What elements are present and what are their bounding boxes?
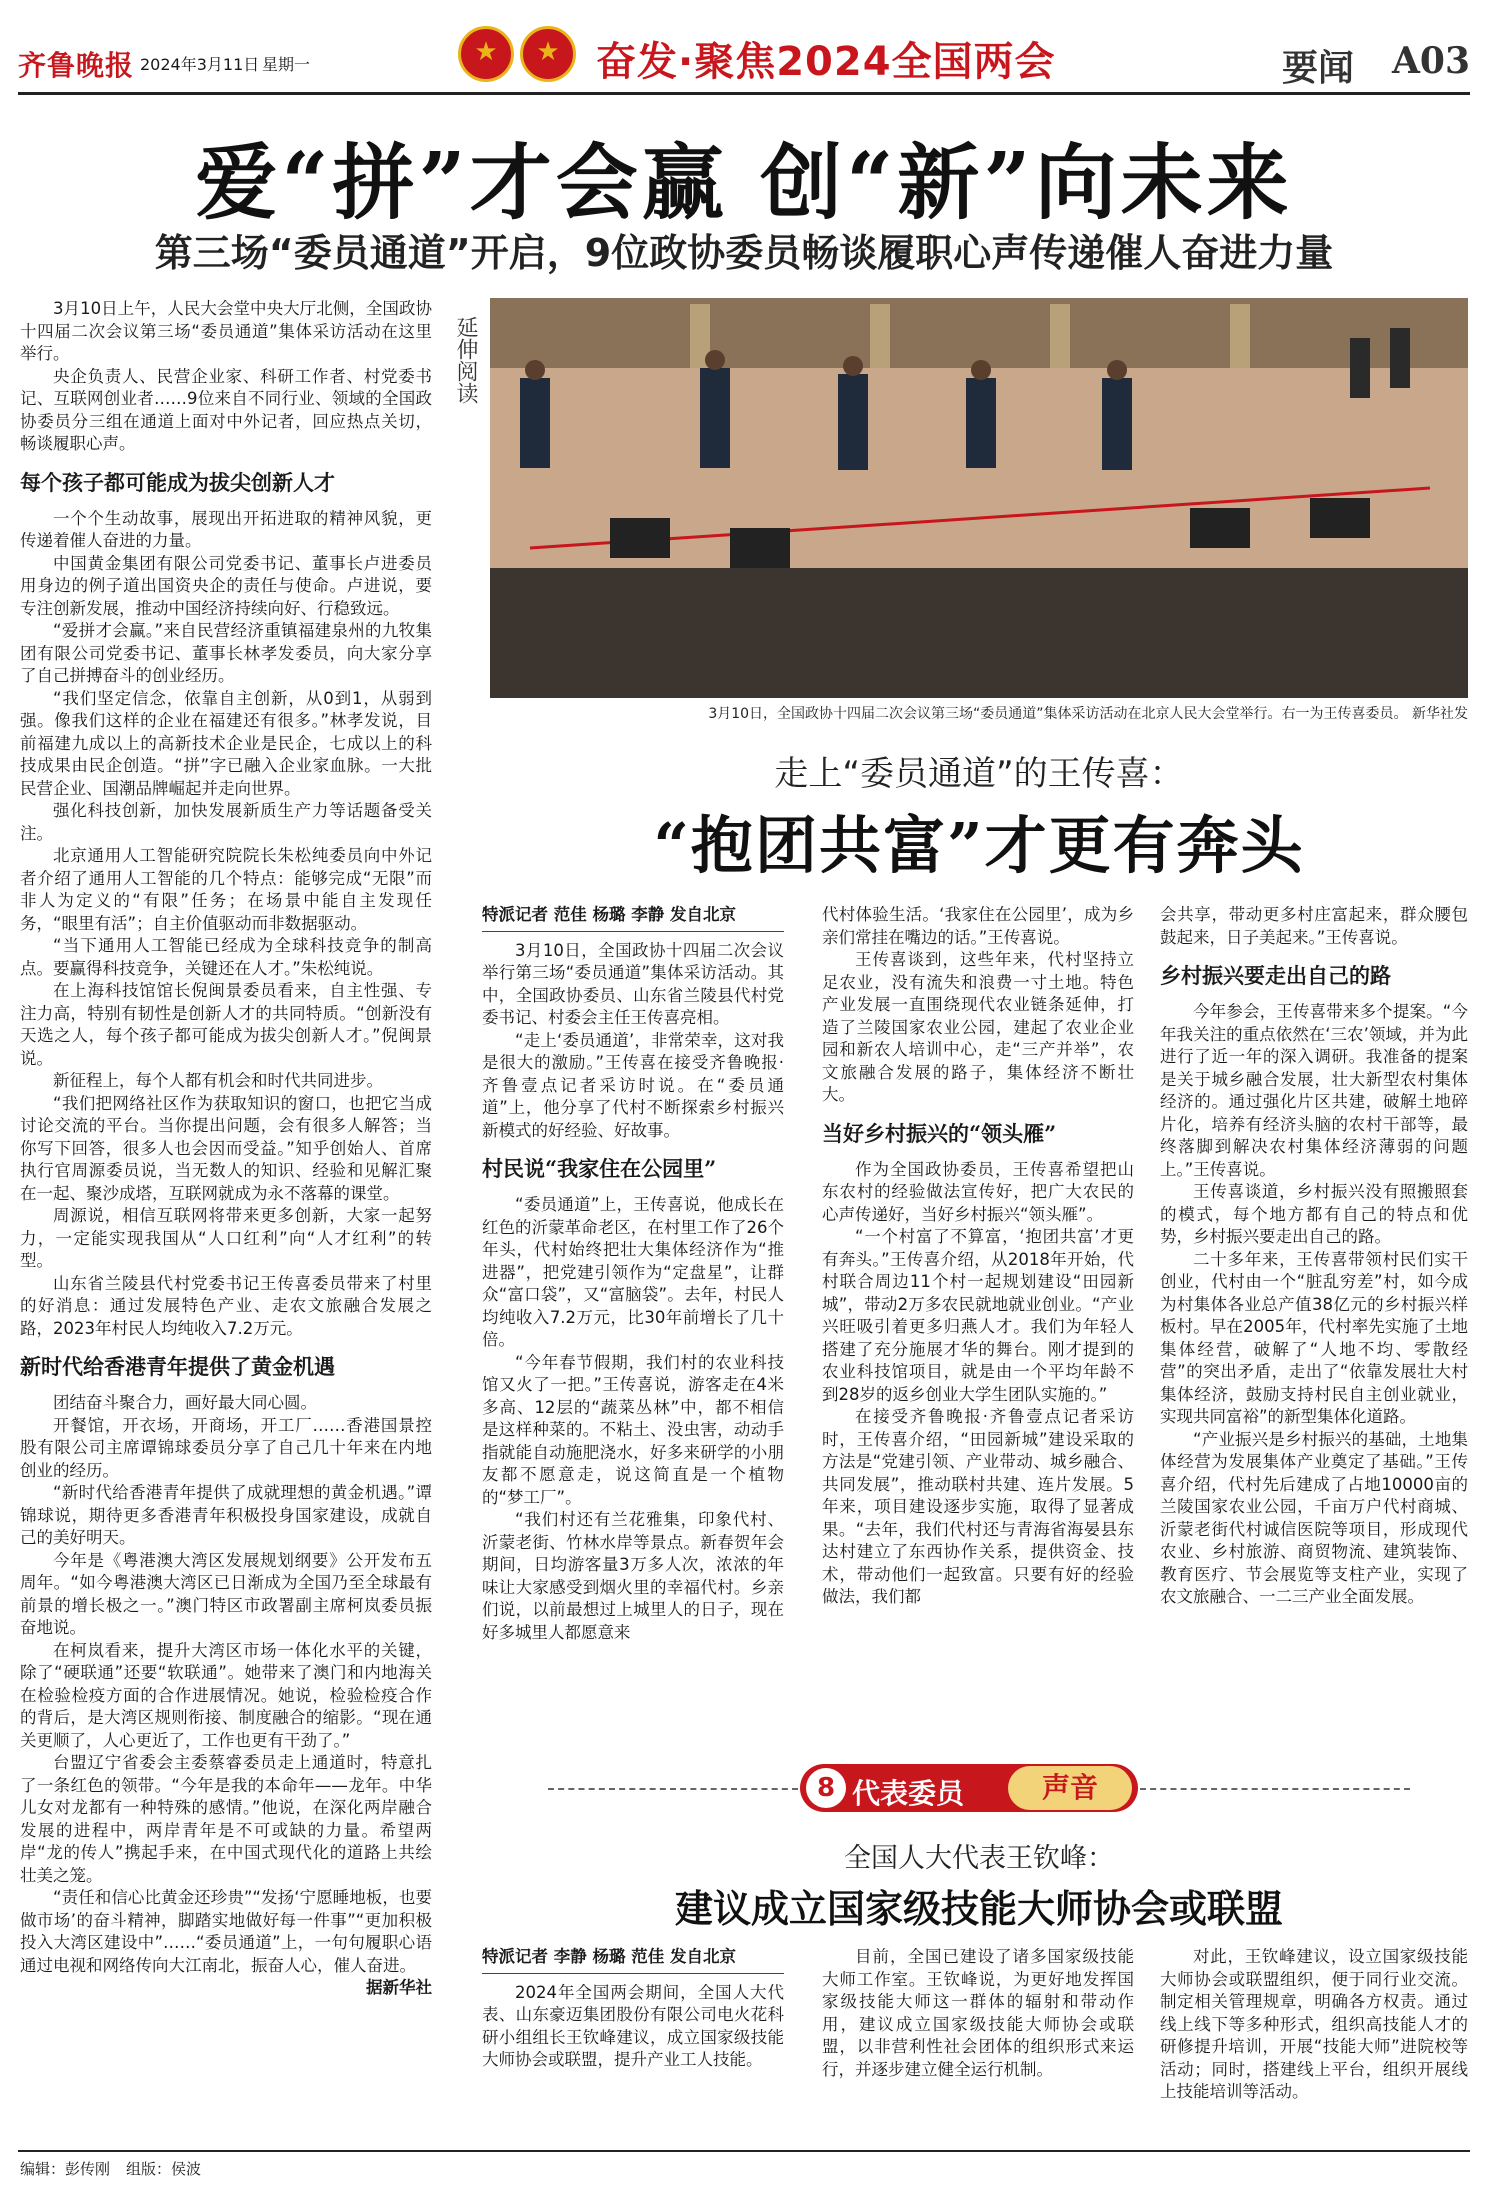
paragraph: “我们村还有兰花雅集，印象代村、沂蒙老街、竹林水岸等景点。新春贺年会期间，日均游客量3万多人次，浓浓的年味让大家感受到烟火里的幸福代村。乡亲们说，以前最想过上城里人的日子，现在好多城里人都愿意来 [482, 1510, 784, 1642]
paragraph: “我们把网络社区作为获取知识的窗口，也把它当成讨论交流的平台。当你提出问题，会有很多人解答；当你写下回答，很多人也会因而受益。”知乎创始人、首席执行官周源委员说，当无数人的知识、经验和见解汇聚在一起、聚沙成塔，互联网就成为永不落幕的课堂。 [20, 1093, 432, 1203]
paragraph: 作为全国政协委员，王传喜希望把山东农村的经验做法宣传好，把广大农民的心声传递好，当好乡村振兴“领头雁”。 [822, 1159, 1134, 1224]
second-story-column-3 [1160, 904, 1468, 1754]
paragraph: “今年春节假期，我们村的农业科技馆又火了一把。”王传喜说，游客走在4米多高、12层的“蔬菜丛林”中，都不相信是这样种菜的。不粘土、没虫害，动动手指就能自动施肥浇水，好多来研学的小朋友都不愿意走，说这简直是一个植物的“梦工厂”。 [482, 1352, 784, 1507]
paragraph: 强化科技创新，加快发展新质生产力等话题备受关注。 [20, 801, 432, 843]
paragraph: 周源说，相信互联网将带来更多创新，大家一起努力，一定能实现我国从“人口红利”向“人才红利”的转型。 [20, 1206, 432, 1270]
paragraph: 开餐馆，开衣场，开商场，开工厂……香港国景控股有限公司主席谭锦球委员分享了自己几十年来在内地创业的经历。 [20, 1415, 432, 1480]
byline: 特派记者 范佳 杨璐 李静 发自北京 [482, 904, 784, 932]
paragraph: 新征程上，每个人都有机会和时代共同进步。 [53, 1071, 383, 1090]
paragraph: 中国黄金集团有限公司党委书记、董事长卢进委员用身边的例子道出国资央企的责任与使命。卢进说，要专注创新发展，推动中国经济持续向好、行稳致远。 [20, 553, 432, 618]
section-title: 新时代给香港青年提供了黄金机遇 [20, 1354, 335, 1379]
paragraph: 团结奋斗聚合力，画好最大同心圆。 [53, 1393, 317, 1412]
layout-editor-credit: 组版：侯波 [126, 2160, 202, 2178]
article-source: 据新华社 [366, 1978, 432, 1997]
paragraph: “走上‘委员通道’，非常荣幸，这对我是很大的激励。”王传喜在接受齐鲁晚报·齐鲁壹点记者采访时说。在“委员通道”上，他分享了代村不断探索乡村振兴新模式的好经验、好故事。 [482, 1030, 784, 1140]
footer-divider [18, 2150, 1470, 2152]
section-banner: 奋发·聚焦2024全国两会 [596, 39, 1056, 85]
second-story-column-1 [482, 904, 784, 1754]
photo-illustration [490, 298, 1468, 698]
people-icon: 8 [806, 1768, 846, 1808]
page-number: A03 [1392, 40, 1471, 82]
section-title: 每个孩子都可能成为拔尖创新人才 [20, 469, 335, 495]
paragraph: 在接受齐鲁晚报·齐鲁壹点记者采访时，王传喜介绍，“田园新城”建设采取的方法是“党建引领、产业带动、城乡融合、共同发展”，推动联村共建、连片发展。5年来，项目建设逐步实施，取得了显著成果。“去年，我们代村还与青海省海晏县东达村建立了东西协作关系，提供资金、技术，带动他们一起致富。只要有好的经验做法，我们都 [822, 1407, 1134, 1606]
issue-date: 2024年3月11日 [140, 55, 260, 74]
paragraph: 央企负责人、民营企业家、科研工作者、村党委书记、互联网创业者……9位来自不同行业、领域的全国政协委员分三组在通道上面对中外记者，回应热点关切，畅谈履职心声。 [20, 366, 432, 453]
second-story-kicker: 走上“委员通道”的王传喜： [774, 754, 1184, 794]
third-story-column-2 [822, 1946, 1134, 2146]
paragraph: “责任和信心比黄金还珍贵”“发扬‘宁愿睡地板，也要做市场’的奋斗精神，脚踏实地做好每一件事”“更加积极投入大湾区建设中”……“委员通道”上，一句句履职心语通过电视和网络传向大江南北，振奋人心，催人奋进。 [20, 1888, 432, 1975]
paragraph: 在柯岚看来，提升大湾区市场一体化水平的关键，除了“硬联通”还要“软联通”。她带来了澳门和内地海关在检验检疫方面的合作进展情况。她说，检验检疫合作的背后，是大湾区规则衔接、制度融合的缩影。“现在通关更顺了，人心更近了，工作也更有干劲了。” [20, 1640, 432, 1750]
paragraph: 今年是《粤港澳大湾区发展规划纲要》公开发布五周年。“如今粤港澳大湾区已日渐成为全国乃至全球最有前景的增长极之一。”澳门特区市政署副主席柯岚委员振奋地说。 [20, 1550, 432, 1637]
paragraph: 在上海科技馆馆长倪闽景委员看来，自主性强、专注力高，特别有韧性是创新人才的共同特质。“创新没有天选之人，每个孩子都可能成为拔尖创新人才。”倪闽景说。 [20, 981, 432, 1068]
paragraph: 一个个生动故事，展现出开拓进取的精神风貌，更传递着催人奋进的力量。 [20, 508, 432, 550]
paragraph: 会共享，带动更多村庄富起来，群众腰包鼓起来，日子美起来。”王传喜说。 [1160, 905, 1468, 947]
paragraph: 台盟辽宁省委会主委蔡睿委员走上通道时，特意扎了一条红色的领带。“今年是我的本命年——龙年。中华儿女对龙都有一种特殊的感情。”他说，在深化两岸融合发展的进程中，两岸青年是不可或缺的力量。希望两岸“龙的传人”携起手来，在中国式现代化的道路上共绘壮美之笼。 [20, 1753, 432, 1885]
paper-name: 齐鲁晚报 [18, 49, 135, 82]
paragraph: 北京通用人工智能研究院院长朱松纯委员向中外记者介绍了通用人工智能的几个特点：能够完成“无限”而非人为定义的“有限”任务；在场景中能自主发现任务，“眼里有活”；自主价值驱动而非数据驱动。 [20, 846, 432, 933]
main-headline: 爱“拼”才会赢 创“新”向未来 [195, 135, 1293, 231]
third-story-headline: 建议成立国家级技能大师协会或联盟 [674, 1886, 1283, 1931]
paragraph: 二十多年来，王传喜带领村民们实干创业，代村由一个“脏乱穷差”村，如今成为村集体各业总产值38亿元的乡村振兴样板村。早在2005年，代村率先实施了土地集体经营，破解了“人地不均、零散经营”的突出矛盾，走出了“依靠发展壮大村集体经济，鼓励支持村民自主创业就业，实现共同富裕”的新型集体化道路。 [1160, 1249, 1468, 1426]
paragraph: 2024年全国两会期间，全国人大代表、山东豪迈集团股份有限公司电火花科研小组组长王钦峰建议，成立国家级技能大师协会或联盟，提升产业工人技能。 [482, 1982, 784, 2069]
paragraph: 3月10日上午，人民大会堂中央大厅北侧，全国政协十四届二次会议第三场“委员通道”集体采访活动在这里举行。 [20, 299, 432, 363]
photo-caption: 3月10日，全国政协十四届二次会议第三场“委员通道”集体采访活动在北京人民大会堂举行。右一为王传喜委员。 新华社发 [708, 706, 1468, 722]
section-title: 当好乡村振兴的“领头雁” [822, 1120, 1057, 1146]
paragraph: 王传喜谈到，这些年来，代村坚持立足农业，没有流失和浪费一寸土地。特色产业发展一直围绕现代农业链条延伸，打造了兰陵国家农业公园，建起了农业企业园和新农人培训中心，走“三产并举”，农文旅融合发展的路子，集体经济不断壮大。 [822, 950, 1134, 1104]
editor-credit: 编辑：彭传刚 [20, 2160, 111, 2178]
third-story-column-3 [1160, 1946, 1468, 2146]
paragraph: 对此，王钦峰建议，设立国家级技能大师协会或联盟组织，便于同行业交流。制定相关管理规章，明确各方权责。通过线上线下等多种形式，组织高技能人才的研修提升培训，开展“技能大师”进院校等活动；同时，搭建线上平台，组织开展线上技能培训等活动。 [1160, 1947, 1468, 2101]
extended-reading-tag: 延伸阅读 [453, 316, 478, 404]
voice-divider-right [1140, 1788, 1410, 1790]
paragraph: “产业振兴是乡村振兴的基础，土地集体经营为发展集体产业奠定了基础。”王传喜介绍，代村先后建成了占地10000亩的兰陵国家农业公园，千亩万户代村商城、沂蒙老街代村诚信医院等项目，形成现代农业、乡村旅游、商贸物流、建筑装饰、教育医疗、节会展览等支柱产业，实现了农文旅融合、一二三产业全面发展。 [1160, 1429, 1468, 1606]
section-title: 村民说“我家住在公园里” [482, 1156, 717, 1181]
voice-banner-label: 代表委员 [852, 1777, 965, 1810]
paragraph: 目前，全国已建设了诸多国家级技能大师工作室。王钦峰说，为更好地发挥国家级技能大师这一群体的辐射和带动作用，建议成立国家级技能大师协会或联盟，以非营利性社会团体的组织形式来运行，并逐步建立健全运行机制。 [822, 1947, 1134, 2079]
third-story-kicker: 全国人大代表王钦峰： [844, 1843, 1114, 1874]
paragraph: “一个村富了不算富，‘抱团共富’才更有奔头。”王传喜介绍，从2018年开始，代村联合周边11个村一起规划建设“田园新城”，带动2万多农民就地就业创业。“产业兴旺吸引着更多归燕人才。我们为年轻人搭建了充分施展才华的舞台。刚才提到的农业科技馆项目，就是由一个平均年龄不到28岁的返乡创业大学生团队实施的。” [822, 1227, 1134, 1404]
paragraph: 代村体验生活。‘我家住在公园里’，成为乡亲们常挂在嘴边的话。”王传喜说。 [822, 905, 1134, 947]
voice-banner-label-secondary: 声音 [1008, 1766, 1132, 1810]
byline: 特派记者 李静 杨璐 范佳 发自北京 [482, 1946, 784, 1974]
emblem-star-icon: ★ [474, 37, 498, 67]
paragraph: 王传喜谈道，乡村振兴没有照搬照套的模式，每个地方都有自己的特点和优势，乡村振兴要走出自己的路。 [1160, 1182, 1468, 1246]
paragraph: “当下通用人工智能已经成为全球科技竞争的制高点。要赢得科技竞争，关键还在人才。”朱松纯说。 [20, 936, 432, 978]
second-story-headline: “抱团共富”才更有奔头 [653, 809, 1305, 882]
section-title: 乡村振兴要走出自己的路 [1160, 963, 1391, 988]
masthead-divider [18, 92, 1470, 95]
news-photo [490, 298, 1468, 698]
paragraph: 山东省兰陵县代村党委书记王传喜委员带来了村里的好消息：通过发展特色产业、走农文旅融合发展之路，2023年村民人均纯收入7.2万元。 [20, 1273, 432, 1338]
emblem-star-icon: ★ [536, 37, 560, 67]
paragraph: “爱拼才会赢。”来自民营经济重镇福建泉州的九牧集团有限公司党委书记、董事长林孝发委员，向大家分享了自己拼搏奋斗的创业经历。 [20, 621, 432, 685]
paragraph: “新时代给香港青年提供了成就理想的黄金机遇。”谭锦球说，期待更多香港青年积极投身国家建设，成就自己的美好明天。 [20, 1483, 432, 1547]
cppcc-emblem-icon [520, 26, 576, 82]
paragraph: 今年参会，王传喜带来多个提案。“今年我关注的重点依然在‘三农’领域，并为此进行了近一年的深入调研。我准备的提案是关于城乡融合发展，壮大新型农村集体经济的。通过强化片区共建，破解土地碎片化，培养有经济头脑的农村干部等，最终落脚到解决农村集体经济薄弱的问题上。”王传喜说。 [1160, 1002, 1468, 1179]
second-story-column-2 [822, 904, 1134, 1754]
section-name: 要闻 [1282, 47, 1355, 89]
paragraph: 3月10日，全国政协十四届二次会议举行第三场“委员通道”集体采访活动。其中，全国政协委员、山东省兰陵县代村党委书记、村委会主任王传喜亮相。 [482, 940, 784, 1027]
paragraph: “我们坚定信念，依靠自主创新，从0到1，从弱到强。像我们这样的企业在福建还有很多。”林孝发说，目前福建九成以上的高新技术企业是民企，七成以上的科技成果由民企创造。“拼”字已融入企业家血脉。一大批民营企业、国潮品牌崛起并走向世界。 [20, 688, 432, 798]
voice-divider-left [548, 1788, 798, 1790]
main-story-column [20, 298, 432, 2148]
main-subheadline: 第三场“委员通道”开启，9位政协委员畅谈履职心声传递催人奋进力量 [154, 231, 1334, 275]
issue-weekday: 星期一 [262, 55, 311, 74]
national-emblem-icon [458, 26, 514, 82]
paragraph: “委员通道”上，王传喜说，他成长在红色的沂蒙革命老区，在村里工作了26个年头，代村始终把壮大集体经济作为“推进器”，把党建引领作为“定盘星”，让群众“富口袋”，又“富脑袋”。去年，村民人均纯收入7.2万元，比30年前增长了几十倍。 [482, 1195, 784, 1349]
third-story-column-1 [482, 1946, 784, 2146]
